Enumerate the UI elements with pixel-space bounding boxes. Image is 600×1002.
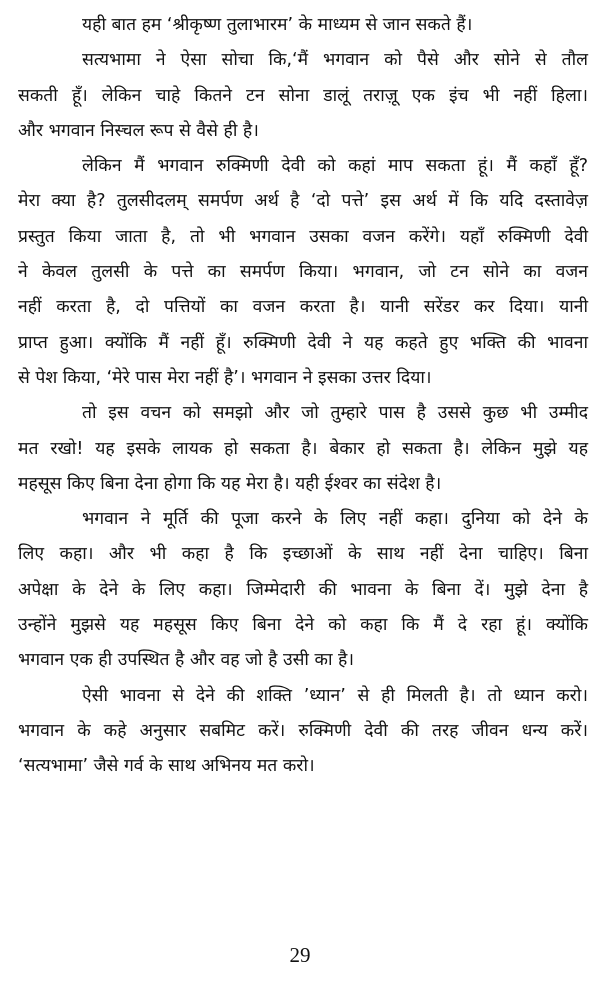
page-number: 29 [289,943,311,967]
paragraph-3 [18,149,588,396]
text-line: भगवान ने मूर्ति की पूजा करने के लिए नहीं कहा। दुनिया को देने के [82,509,588,530]
paragraph-6 [18,679,588,785]
text-line: ऐसी भावना से देने की शक्ति ’ध्यान’ से ही मिलती है। तो ध्यान करो। [82,685,588,706]
text-line: ‘सत्यभामा’ जैसे गर्व के साथ अभिनय मत करो। [18,756,315,777]
text-line: उन्होंने मुझसे यह महसूस किए बिना देने को कहा कि मैं दे रहा हूं। क्योंकि [18,615,588,636]
text-line: और भगवान निस्चल रूप से वैसे ही है। [18,120,259,141]
text-line: तो इस वचन को समझो और जो तुम्हारे पास है उससे कुछ भी उम्मीद [82,403,588,424]
text-line: प्रस्तुत किया जाता है, तो भी भगवान उसका वजन करेंगे। यहाँ रुक्मिणी देवी [18,226,588,247]
paragraph-5 [18,502,588,678]
text-line: सकती हूँ। लेकिन चाहे कितने टन सोना डालूं तराज़ू एक इंच भी नहीं हिला। [18,85,588,106]
text-line: यही बात हम ‘श्रीकृष्ण तुलाभारम’ के माध्यम से जान सकते हैं। [82,15,473,35]
text-line: ने केवल तुलसी के पत्ते का समर्पण किया। भगवान, जो टन सोने का वजन [18,262,588,283]
paragraph-4 [18,396,588,502]
text-line: अपेक्षा के देने के लिए कहा। जिम्मेदारी की भावना के बिना दें। मुझे देना है [18,579,588,600]
text-line: मेरा क्या है? तुलसीदलम् समर्पण अर्थ है ‘दो पत्ते’ इस अर्थ में कि यदि दस्तावेज़ [18,191,588,212]
text-line: महसूस किए बिना देना होगा कि यह मेरा है। यही ईश्वर का संदेश है। [18,473,442,494]
text-line: लिए कहा। और भी कहा है कि इच्छाओं के साथ नहीं देना चाहिए। बिना [18,544,588,565]
text-line: प्राप्त हुआ। क्योंकि मैं नहीं हूँ। रुक्मिणी देवी ने यह कहते हुए भक्ति की भावना [18,332,588,353]
text-line: भगवान के कहे अनुसार सबमिट करें। रुक्मिणी देवी की तरह जीवन धन्य करें। [18,720,588,741]
text-line: भगवान एक ही उपस्थित है और वह जो है उसी का है। [18,650,354,671]
text-line: सत्यभामा ने ऐसा सोचा कि,‘मैं भगवान को पैसे और सोने से तौल [82,50,589,71]
text-line: से पेश किया, ‘मेरे पास मेरा नहीं है’। भगवान ने इसका उत्तर दिया। [18,367,432,388]
text-line: नहीं करता है, दो पत्तियों का वजन करता है। यानी सरेंडर कर दिया। यानी [18,297,588,318]
text-line: मत रखो! यह इसके लायक हो सकता है। बेकार हो सकता है। लेकिन मुझे यह [18,438,588,459]
paragraph-2 [18,43,588,149]
body-text [18,8,588,785]
paragraph-1 [18,8,588,43]
text-line: लेकिन मैं भगवान रुक्मिणी देवी को कहां माप सकता हूं। मैं कहाँ हूँ? [82,156,588,177]
